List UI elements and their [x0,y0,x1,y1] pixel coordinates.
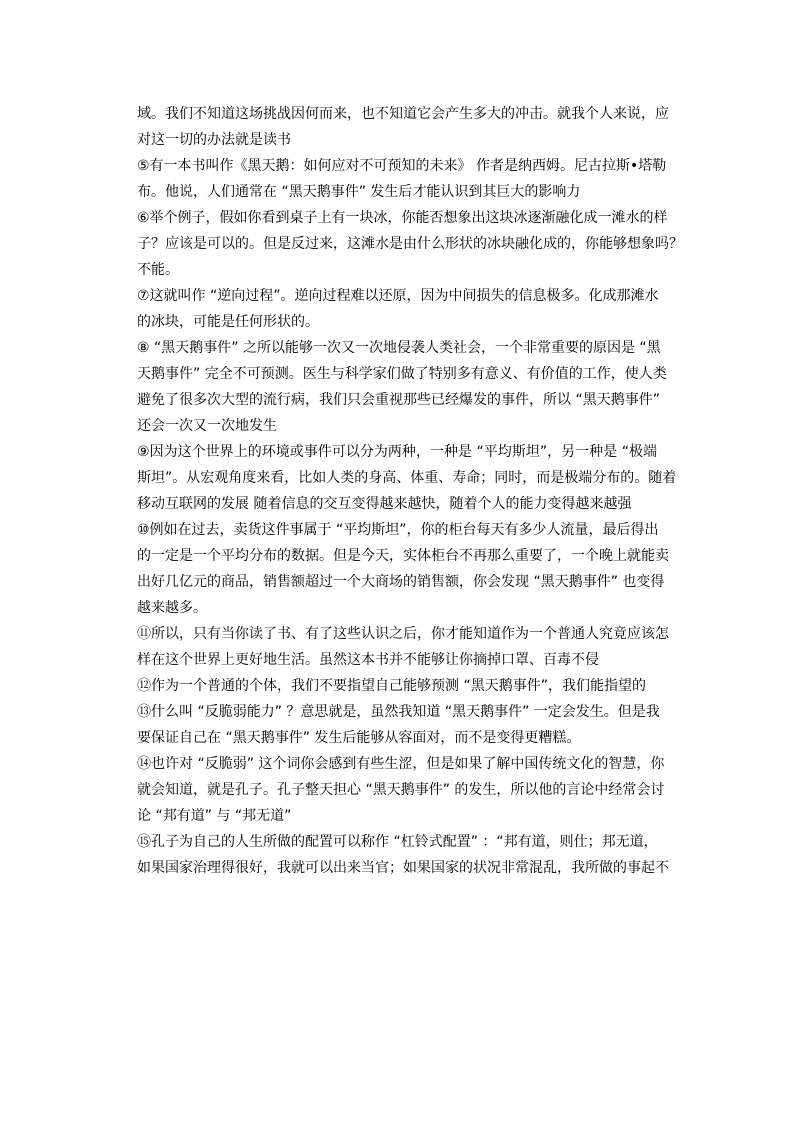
text-line: 出好几亿元的商品，销售额超过一个大商场的销售额，你会发现 “黑天鹅事件” 也变得 [137,574,665,590]
text-line: 移动互联网的发展 随着信息的交互变得越来越快，随着个人的能力变得越来越强 [137,496,632,512]
text-line: ⑫作为一个普通的个体，我们不要指望自己能够预测 “黑天鹅事件”，我们能指望的 [137,678,646,694]
text-line: 还会一次又一次地发生 [137,418,277,434]
text-line: ⑤有一本书叫作《黑天鹅：如何应对不可预知的未来》 作者是纳西姆。尼古拉斯•塔勒 [137,158,667,174]
text-line: 论 “邦有道” 与 “邦无道” [137,808,292,824]
text-line: ⑮孔子为自己的人生所做的配置可以称作 “杠铃式配置” ：“邦有道，则仕；邦无道， [137,834,658,850]
document-body [137,101,683,881]
text-line: ⑭也许对 “反脆弱” 这个词你会感到有些生涩，但是如果了解中国传统文化的智慧，你 [137,756,665,772]
text-line: 布。他说，人们通常在 “黑天鹅事件” 发生后才能认识到其巨大的影响力 [137,184,581,200]
text-line: 如果国家治理得很好，我就可以出来当官；如果国家的状况非常混乱，我所做的事起不 [137,860,669,876]
text-line: 越来越多。 [137,600,207,616]
text-line: ⑪所以，只有当你读了书、有了这些认识之后，你才能知道作为一个普通人究竟应该怎 [137,626,669,642]
text-line: ⑧ “黑天鹅事件” 之所以能够一次又一次地侵袭人类社会，一个非常重要的原因是 “黑 [137,340,661,356]
text-line: 不能。 [137,262,179,278]
text-line: ⑩例如在过去，卖货这件事属于 “平均斯坦”，你的柜台每天有多少人流量，最后得出 [137,522,659,538]
text-line: 斯坦”。从宏观角度来看，比如人类的身高、体重、寿命；同时，而是极端分布的。随着 [137,470,677,486]
text-line: 对这一切的办法就是读书 [137,132,291,148]
text-line: 的一定是一个平均分布的数据。但是今天，实体柜台不再那么重要了，一个晚上就能卖 [137,548,669,564]
text-line: 子？应该是可以的。但是反过来，这滩水是由什么形状的冰块融化成的，你能够想象吗？ [137,236,683,252]
text-line: ⑥举个例子，假如你看到桌子上有一块冰，你能否想象出这块冰逐渐融化成一滩水的样 [137,210,668,226]
text-line: ⑦这就叫作 “逆向过程”。逆向过程难以还原，因为中间损失的信息极多。化成那滩水 [137,288,659,304]
text-line: 样在这个世界上更好地生活。虽然这本书并不能够让你摘掉口罩、百毒不侵 [137,652,599,668]
text-line: 域。我们不知道这场挑战因何而来，也不知道它会产生多大的冲击。就我个人来说，应 [137,106,669,122]
text-line: 就会知道，就是孔子。孔子整天担心 “黑天鹅事件” 的发生，所以他的言论中经常会讨 [137,782,665,798]
text-line: 的冰块，可能是任何形状的。 [137,314,319,330]
text-line: 要保证自己在 “黑天鹅事件” 发生后能够从容面对，而不是变得更糟糕。 [137,730,581,746]
text-line: ⑬什么叫 “反脆弱能力” ？意思就是，虽然我知道 “黑天鹅事件” 一定会发生。但是我 [137,704,660,720]
text-line: 避免了很多次大型的流行病，我们只会重视那些已经爆发的事件，所以 “黑天鹅事件” [137,392,660,408]
text-line: 天鹅事件” 完全不可预测。医生与科学家们做了特别多有意义、有价值的工作，使人类 [137,366,667,382]
text-line: ⑨因为这个世界上的环境或事件可以分为两种，一种是 “平均斯坦”，另一种是 “极端 [137,444,657,460]
